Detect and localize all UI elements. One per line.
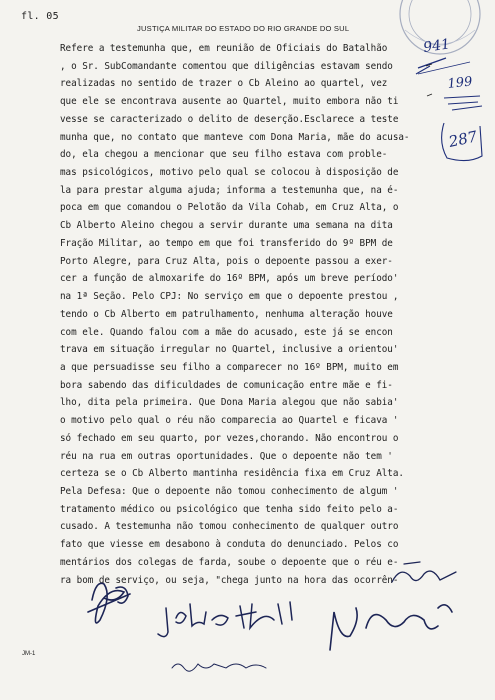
text-line: fato que viesse em desabono à conduta do denunciado. Pelos co [60, 539, 399, 551]
text-line: a que persuadisse seu filho a comparecer no 16º BPM, muito em [60, 361, 399, 373]
page-number-199: 199 [446, 74, 474, 92]
signature-upper-right [392, 562, 456, 582]
text-line: que ele se encontrava ausente ao Quartel, muito embora não ti [60, 96, 399, 108]
court-header: JUSTIÇA MILITAR DO ESTADO DO RIO GRANDE DO SUL [137, 24, 350, 33]
handwritten-page-numbers [416, 36, 482, 160]
text-line: ra bom de serviço, ou seja, "chega junto na hora das ocorrên- [60, 574, 399, 586]
signature-left [88, 583, 130, 623]
text-line: cusado. A testemunha não tomou conhecimento de qualquer outro [60, 521, 399, 533]
text-line: tendo o Cb Alberto em patrulhamento, nenhuma alteração houve [60, 308, 393, 320]
text-line: poca em que comandou o Pelotão da Vila Cohab, em Cruz Alta, o [60, 202, 399, 214]
text-line: la para prestar alguma ajuda; informa a testemunha que, na é- [60, 184, 399, 196]
text-line: lho, dita pela primeira. Que Dona Maria alegou que não sabia' [60, 397, 399, 409]
text-line: trava em situação irregular no Quartel, inclusive a orientou' [60, 344, 399, 356]
text-line: mas psicológicos, motivo pelo qual se colocou à disposição de [60, 167, 399, 179]
page-number-941: 941 [422, 36, 452, 56]
text-line: do, ela chegou a mencionar que seu filho estava com proble- [60, 149, 388, 161]
signatures [88, 562, 456, 671]
text-line: tratamento médico ou psicológico que tenha sido feito pelo a- [60, 503, 399, 515]
text-line: com ele. Quando falou com a mãe do acusado, este já se encon [60, 326, 393, 338]
text-line: cer a função de almoxarife do 16º BPM, após um breve período' [60, 273, 399, 285]
text-line: bora sabendo das dificuldades de comunicação entre mãe e fi- [60, 379, 393, 391]
margin-ticks [426, 64, 432, 96]
text-line: o motivo pelo qual o réu não comparecia ao Quartel e ficava ' [60, 415, 399, 427]
text-line: na 1ª Seção. Pelo CPJ: No serviço em que o depoente prestou , [60, 291, 399, 303]
text-line: Pela Defesa: Que o depoente não tomou conhecimento de algum ' [60, 485, 399, 497]
text-line: Cb Alberto Aleino chegou a servir durante uma semana na dita [60, 220, 393, 232]
text-line: realizadas no sentido de trazer o Cb Aleino ao quartel, vez [60, 78, 388, 90]
text-line: réu na rua em outras oportunidades. Que o depoente não tem ' [60, 450, 393, 462]
text-line: Refere a testemunha que, em reunião de Oficiais do Batalhão [60, 43, 388, 54]
signature-bottom [172, 664, 266, 671]
text-line: vesse se caracterizado o delito de deserção.Esclarece a teste [60, 113, 399, 125]
page-number-287: 287 [447, 127, 479, 151]
text-line: , o Sr. SubComandante comentou que diligências estavam sendo [60, 60, 393, 72]
folio-number: fl. 05 [21, 11, 59, 22]
text-line: certeza se o Cb Alberto mantinha residência fixa em Cruz Alta. [60, 468, 404, 480]
text-line: Fração Militar, ao tempo em que foi transferido do 9º BPM de [60, 237, 393, 249]
form-code: JM-1 [22, 651, 36, 657]
text-line: mentários dos colegas de farda, soube o depoente que o réu e- [60, 556, 399, 568]
signature-middle [158, 602, 292, 637]
text-line: munha que, no contato que manteve com Dona Maria, mãe do acusa- [60, 131, 410, 143]
text-line: Porto Alegre, para Cruz Alta, pois o depoente passou a exer- [60, 255, 393, 267]
text-line: só fechado em seu quarto, por vezes,chorando. Não encontrou o [60, 432, 399, 444]
signature-right [330, 605, 452, 650]
